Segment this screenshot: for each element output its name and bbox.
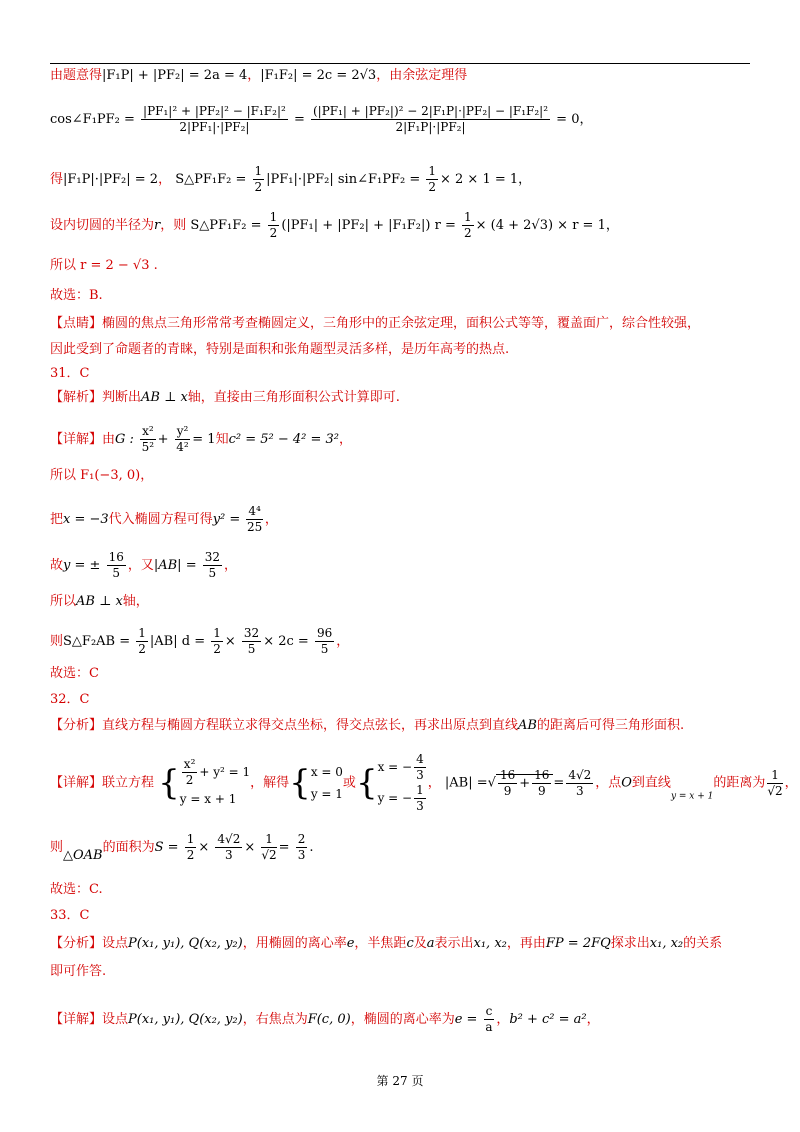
text: ， [247, 68, 261, 83]
left-brace: { [355, 763, 378, 803]
math: |F₁P|·|PF₂| = 2 [63, 172, 159, 187]
sqrt-expression: $\frac{16}{9}$ + $\frac{16}{9}$ [496, 774, 553, 791]
text: ，则 [160, 218, 187, 233]
text: 设内切圆的半径为 [50, 218, 155, 233]
math: r [154, 218, 161, 233]
math: (|PF₁| + |PF₂| + |F₁F₂|) r = [281, 218, 456, 233]
line-19: 【分析】直线方程与椭圆方程联立求得交点坐标，得交点弦长，再求出原点到直线AB的距离后可得三角形面积. [50, 718, 685, 733]
line-13: 把x = −3代入椭圆方程可得y² = $\frac{\text{4⁴}}{25}$ ， [50, 504, 278, 534]
line-8: 因此受到了命题者的青睐，特别是面积和张角题型灵活多样，是历年高考的热点. [50, 342, 510, 357]
text: ， [158, 172, 172, 187]
fraction: $\frac{\text{y²}}{\text{4²}}$ [176, 424, 189, 454]
page-number: 第 27 页 [376, 1074, 424, 1088]
line-17: 故选：C [50, 666, 99, 681]
left-brace: { [289, 763, 311, 803]
math: S△PF₁F₂ = [175, 172, 247, 187]
text: 得 [50, 172, 64, 187]
line-1 [50, 66, 467, 86]
line-5: 所以 r = 2 − √3 . [50, 258, 158, 273]
text: ，由余弦定理得 [376, 68, 468, 83]
math: × 2 × 1 = 1， [440, 172, 532, 187]
math: S△PF₁F₂ = [190, 218, 262, 233]
line-20: 【详解】联立方程 { $\frac{\text{x²}}{2}$ + y² = 1 y = x + 1 ，解得{ x = 0 y = 1 或{ x = − $\frac{4}{3}$ y = − $\frac{1}{3}$ ， |AB| =√ $\frac{16}{9}$ + $\frac{16}{9}$ = $\frac{4√2}{3}$ ，点O到直线$_{y = x + 1}$的距离为 $\frac{1}{√2}$ ， [50, 752, 798, 813]
fraction: $\frac{1}{2}$ [138, 626, 146, 656]
fraction: $\frac{1}{2}$ [428, 164, 436, 194]
fraction: $\frac{\text{x²}}{\text{5²}}$ [141, 424, 155, 454]
math: × (4 + 2√3) × r = 1， [475, 218, 619, 233]
math: = [293, 112, 305, 127]
line-14: 故y = ± $\frac{16}{5}$ ，又|AB| = $\frac{32}{5}$ ， [50, 550, 238, 580]
math: cos∠F₁PF₂ = [50, 112, 135, 127]
line-23-q33: 33．C [50, 908, 90, 923]
system-2: x = 0 y = 1 [310, 765, 343, 801]
fraction: $\frac{32}{5}$ [243, 626, 260, 656]
fraction: $\frac{\text{|PF₁|² + |PF₂|² − |F₁F₂|²}}{\text{2|PF₁|·|PF₂|}}$ [143, 104, 286, 134]
line-4 [50, 210, 619, 241]
math: |PF₁|·|PF₂| sin∠F₁PF₂ = [266, 172, 421, 187]
line-22: 故选：C. [50, 882, 103, 897]
line-11: 【详解】由G : $\frac{\text{x²}}{\text{5²}}$ + $\frac{\text{y²}}{\text{4²}}$ = 1知c² = 5² − 4² = 3²， [50, 424, 353, 454]
fraction: $\frac{1}{2}$ [213, 626, 221, 656]
math: |F₁P| + |PF₂| = 2a = 4 [102, 68, 248, 83]
fraction: $\frac{16}{5}$ [108, 550, 124, 580]
header-rule [50, 63, 750, 64]
fraction: $\frac{1}{2}$ [463, 210, 472, 240]
left-brace: { [158, 763, 180, 803]
fraction: $\frac{\text{4⁴}}{25}$ [247, 504, 263, 534]
fraction: $\frac{1}{2}$ [254, 164, 263, 194]
line-2-cosine [50, 104, 592, 135]
line-16: 则S△F₂AB = $\frac{1}{2}$ |AB| d = $\frac{1}{2}$ × $\frac{32}{5}$ × 2c = $\frac{96}{5}$ ， [50, 626, 350, 656]
line-10: 【解析】判断出AB ⊥ x轴，直接由三角形面积公式计算即可. [50, 390, 400, 405]
line-18-q32: 32．C [50, 692, 90, 707]
fraction: $\frac{\text{(|PF₁| + |PF₂|)² − 2|F₁P|·|PF₂| − |F₁F₂|²}}{\text{2|F₁P|·|PF₂|}}$ [313, 104, 549, 134]
line-6: 故选：B. [50, 288, 103, 303]
math: = 0， [556, 112, 593, 127]
line-15: 所以AB ⊥ x轴， [50, 594, 149, 609]
line-21: 则△OAB的面积为S = $\frac{1}{2}$ × $\frac{4√2}{3}$ × $\frac{1}{√2}$ = $\frac{2}{3}$ . [50, 832, 314, 863]
line-9-q31: 31．C [50, 366, 90, 381]
text: 由题意得 [50, 68, 103, 83]
fraction: $\frac{32}{5}$ [204, 550, 221, 580]
fraction: $\frac{1}{2}$ [269, 210, 278, 240]
line-24: 【分析】设点P(x₁, y₁), Q(x₂, y₂)，用椭圆的离心率e，半焦距c及a表示出x₁, x₂，再由FP = 2FQ探求出x₁, x₂的关系 [50, 936, 723, 951]
line-12: 所以 F₁(−3, 0)， [50, 468, 154, 483]
line-26: 【详解】设点P(x₁, y₁), Q(x₂, y₂)，右焦点为F(c, 0)，椭圆的离心率为e = $\frac{c}{a}$ ，b² + c² = a²， [50, 1004, 600, 1034]
system-1: $\frac{\text{x²}}{2}$ + y² = 1 y = x + 1 [179, 756, 251, 806]
line-25: 即可作答. [50, 964, 107, 979]
line-7-dianjing: 【点睛】椭圆的焦点三角形常常考查椭圆定义，三角形中的正余弦定理，面积公式等等，覆盖面广，综合性较强， [50, 316, 701, 331]
math: |F₁F₂| = 2c = 2√3 [260, 68, 377, 83]
system-3: x = − $\frac{4}{3}$ y = − $\frac{1}{3}$ [377, 752, 424, 813]
fraction: $\frac{96}{5}$ [316, 626, 333, 656]
line-3 [50, 164, 531, 195]
